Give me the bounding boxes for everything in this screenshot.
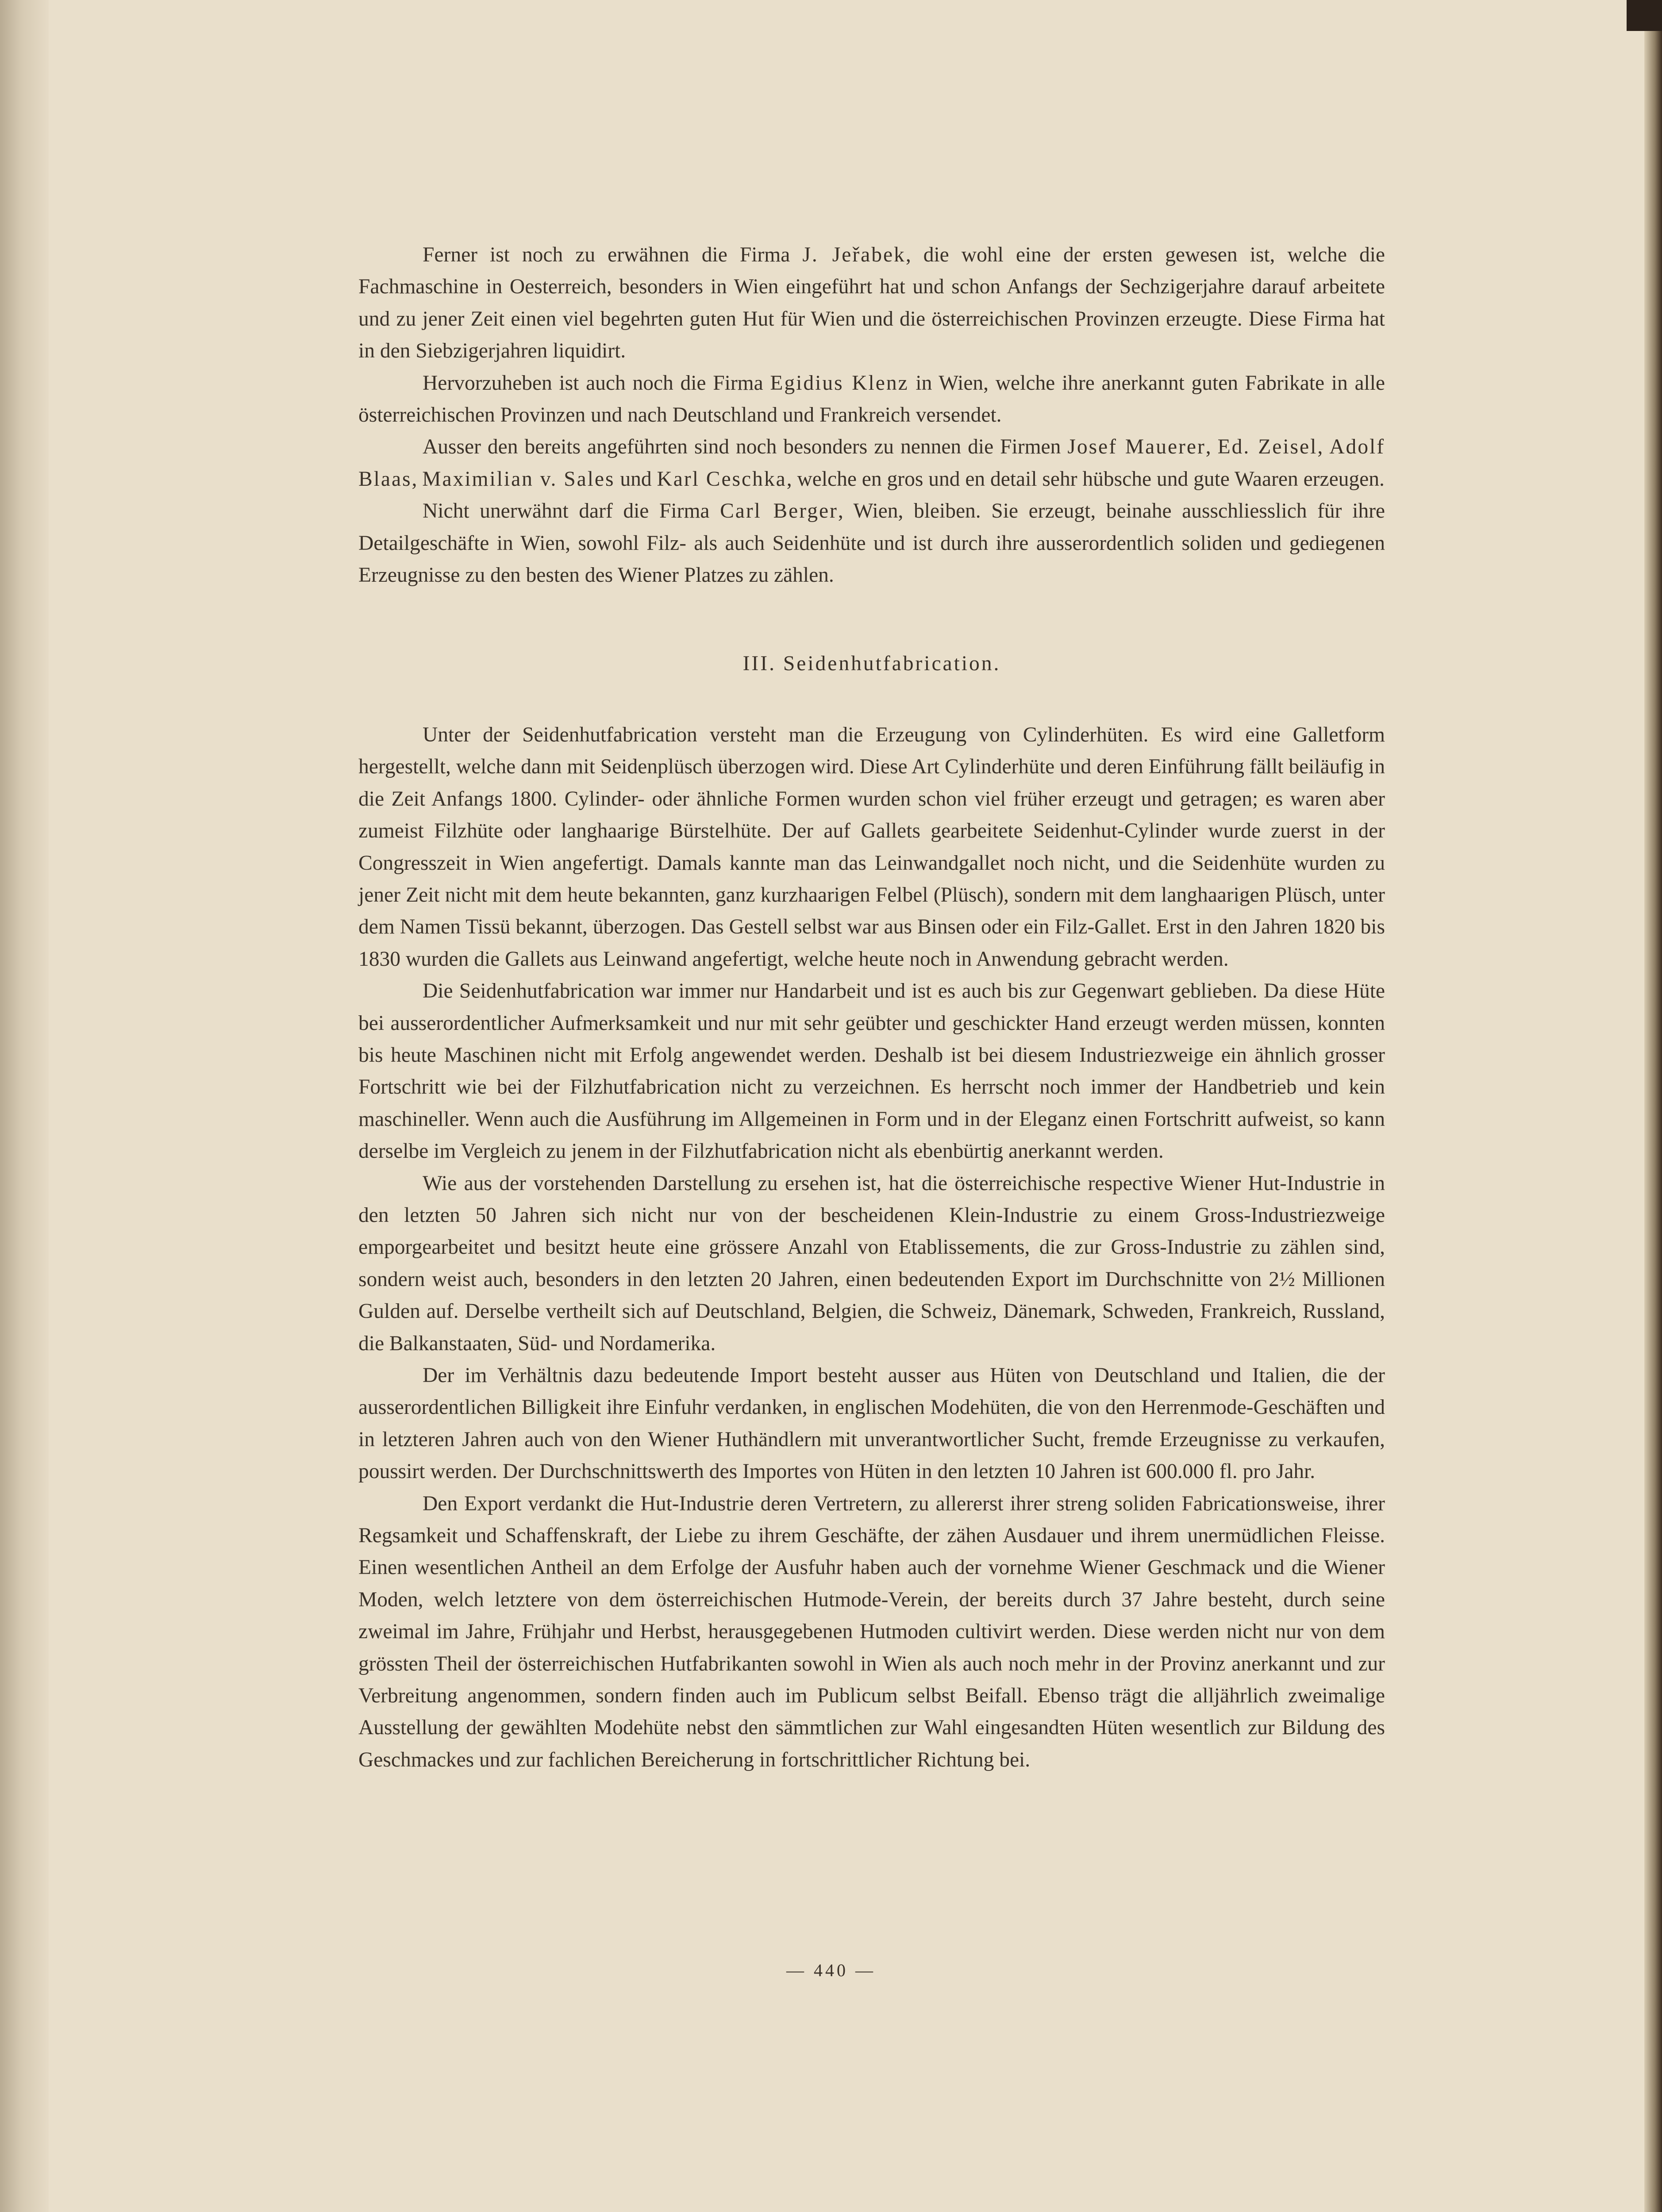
firm-name: Egidius Klenz (770, 371, 909, 395)
page-edge (1644, 0, 1662, 2212)
firm-name: Ed. Zeisel (1217, 435, 1318, 459)
page-gutter (0, 0, 49, 2212)
corner-tab (1627, 0, 1662, 31)
paragraph-jerabek: Ferner ist noch zu erwähnen die Firma J. Jeřabek, die wohl eine der ersten gewesen ist, welche die Fachmaschine in Oesterreich, besonders in Wien eingeführt hat und schon Anfangs der Sechzigerjahre darauf arbeitete und zu jener Zeit einen viel begehrten guten Hut für Wien und die österreichischen Provinzen erzeugte. Diese Firma hat in den Siebzigerjahren liquidirt. (358, 243, 1385, 363)
paragraph-firms: Ausser den bereits angeführten sind noch besonders zu nennen die Firmen Josef Mauerer, Ed. Zeisel, Adolf Blaas, Maximilian v. Sales und Karl Ceschka, welche en gros und en detail sehr hübsche und gute Waaren erzeugen. (358, 435, 1385, 491)
paragraph-seidenhut-4: Der im Verhältnis dazu bedeutende Import besteht ausser aus Hüten von Deutschland und Italien, die der ausserordentlichen Billigkeit ihre Einfuhr verdanken, in englischen Modehüten, die von den Herrenmode-Geschäften und in letzteren Jahren auch von den Wiener Huthändlern mit unverantwortlicher Sucht, fremde Erzeugnisse zu verkaufen, poussirt werden. Der Durchschnittswerth des Importes von Hüten in den letzten 10 Jahren ist 600.000 fl. pro Jahr. (358, 1364, 1385, 1483)
firm-name: Josef Mauerer (1067, 435, 1206, 459)
paragraph-seidenhut-5: Den Export verdankt die Hut-Industrie deren Vertretern, zu allererst ihrer streng soliden Fabricationsweise, ihrer Regsamkeit und Schaffenskraft, der Liebe zu ihrem Geschäfte, der zähen Ausdauer und ihrem unermüdlichen Fleisse. Einen wesentlichen Antheil an dem Erfolge der Ausfuhr haben auch der vornehme Wiener Geschmack und die Wiener Moden, welch letztere von dem österreichischen Hutmode-Verein, der bereits durch 37 Jahre besteht, durch seine zweimal im Jahre, Frühjahr und Herbst, herausgegebenen Hutmoden cultivirt werden. Diese werden nicht nur von dem grössten Theil der österreichischen Hutfabrikanten sowohl in Wien als auch noch mehr in der Provinz anerkannt und zur Verbreitung angenommen, sondern finden auch im Publicum selbst Beifall. Ebenso trägt die alljährlich zweimalige Ausstellung der gewählten Modehüte nebst den sämmtlichen zur Wahl eingesandten Hüten wesentlich zur Bildung des Geschmackes und zur fachlichen Bereicherung in fortschrittlicher Richtung bei. (358, 1492, 1385, 1771)
firm-name: Karl Ceschka (657, 467, 787, 491)
firm-name: Adolf Blaas (358, 435, 1385, 491)
section-heading: III. Seidenhutfabrication. (743, 652, 1001, 676)
firm-name: Maximilian v. Sales (422, 467, 615, 491)
paragraph-seidenhut-2: Die Seidenhutfabrication war immer nur Handarbeit und ist es auch bis zur Gegenwart geblieben. Da diese Hüte bei ausserordentlicher Aufmerksamkeit und nur mit sehr geübter und geschickter Hand erzeugt werden müssen, konnten bis heute Maschinen nicht mit Erfolg angewendet werden. Deshalb ist bei diesem Industriezweige ein ähnlich grosser Fortschritt wie bei der Filzhutfabrication nicht zu verzeichnen. Es herrscht noch immer der Handbetrieb und kein maschineller. Wenn auch die Ausführung im Allgemeinen in Form und in der Eleganz einen Fortschritt aufweist, so kann derselbe im Vergleich zu jenem in der Filzhutfabrication nicht als ebenbürtig anerkannt werden. (358, 979, 1385, 1163)
paragraph-seidenhut-1: Unter der Seidenhutfabrication versteht man die Erzeugung von Cylinderhüten. Es wird eine Galletform hergestellt, welche dann mit Seidenplüsch überzogen wird. Diese Art Cylinderhüte und deren Einführung fällt beiläufig in die Zeit Anfangs 1800. Cylinder- oder ähnliche Formen wurden schon viel früher erzeugt und getragen; es waren aber zumeist Filzhüte oder langhaarige Bürstelhüte. Der auf Gallets gearbeitete Seidenhut-Cylinder wurde zuerst in der Congresszeit in Wien angefertigt. Damals kannte man das Leinwandgallet noch nicht, und die Seidenhüte wurden zu jener Zeit nicht mit dem heute bekannten, ganz kurzhaarigen Felbel (Plüsch), sondern mit dem langhaarigen Plüsch, unter dem Namen Tissü bekannt, überzogen. Das Gestell selbst war aus Binsen oder ein Filz-Gallet. Erst in den Jahren 1820 bis 1830 wurden die Gallets aus Leinwand angefertigt, welche heute noch in Anwendung gebracht werden. (358, 723, 1385, 971)
paragraph-klenz: Hervorzuheben ist auch noch die Firma Egidius Klenz in Wien, welche ihre anerkannt guten Fabrikate in alle österreichischen Provinzen und nach Deutschland und Frankreich versendet. (358, 371, 1385, 427)
body-text (358, 239, 1385, 1776)
firm-name: Carl Berger (720, 499, 838, 523)
paragraph-seidenhut-3: Wie aus der vorstehenden Darstellung zu ersehen ist, hat die österreichische respective Wiener Hut-Industrie in den letzten 50 Jahren sich nicht nur von der bescheidenen Klein-Industrie zu einem Gross-Industriezweige emporgearbeitet und besitzt heute eine grössere Anzahl von Etablissements, die zur Gross-Industrie zu zählen sind, sondern weist auch, besonders in den letzten 20 Jahren, einen bedeutenden Export im Durchschnitte von 2½ Millionen Gulden auf. Derselbe vertheilt sich auf Deutschland, Belgien, die Schweiz, Dänemark, Schweden, Frankreich, Russland, die Balkanstaaten, Süd- und Nordamerika. (358, 1171, 1385, 1355)
paragraph-berger: Nicht unerwähnt darf die Firma Carl Berger, Wien, bleiben. Sie erzeugt, beinahe ausschliesslich für ihre Detailgeschäfte in Wien, sowohl Filz- als auch Seidenhüte und ist durch ihre ausserordentlich soliden und gediegenen Erzeugnisse zu den besten des Wiener Platzes zu zählen. (358, 499, 1385, 587)
page-number: — 440 — (786, 1960, 876, 1980)
firm-name: J. Jeřabek (802, 243, 906, 266)
